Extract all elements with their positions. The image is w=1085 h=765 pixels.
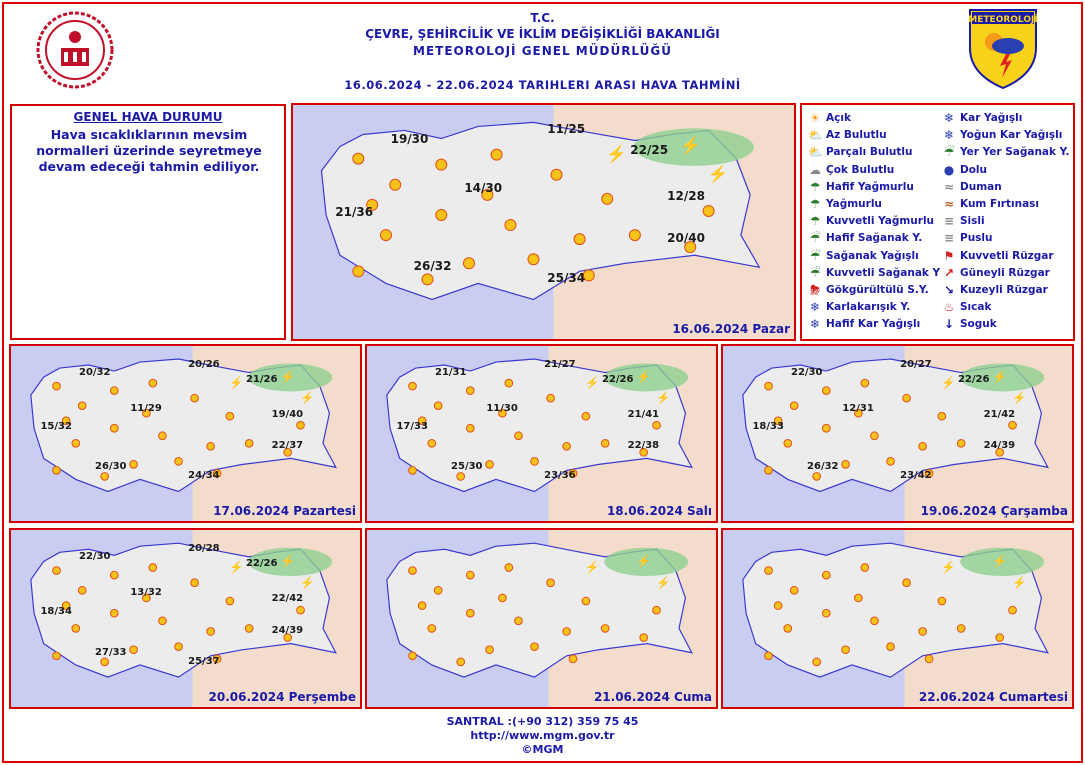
sun-icon <box>409 467 417 475</box>
map-day-2 <box>9 344 362 523</box>
legend-weather-icon: ☔ <box>809 265 821 280</box>
temperature-label: 25/30 <box>451 461 483 473</box>
temperature-label: 22/26 <box>245 558 278 570</box>
sun-icon <box>466 424 474 432</box>
sun-icon <box>938 412 946 420</box>
temperature-label: 27/33 <box>95 646 127 658</box>
sun-icon <box>428 439 436 447</box>
sun-icon <box>409 382 417 390</box>
legend-item <box>808 249 919 265</box>
sun-icon <box>582 597 590 605</box>
legend-item <box>942 231 993 247</box>
legend-label: Kuvvetli Yağmurlu <box>826 215 935 228</box>
sun-icon <box>601 625 609 633</box>
legend-item <box>942 197 1039 213</box>
sun-icon <box>515 432 523 440</box>
temperature-label: 22/38 <box>627 440 660 452</box>
legend-label: Çok Bulutlu <box>826 163 895 176</box>
sun-icon <box>226 597 234 605</box>
sun-icon <box>175 643 183 651</box>
sun-icon <box>871 432 879 440</box>
sun-icon <box>110 571 118 579</box>
thunderstorm-icon: ⚡ <box>229 377 244 390</box>
temperature-label: 20/26 <box>188 359 220 371</box>
sun-icon <box>463 258 474 269</box>
sun-icon <box>409 652 417 660</box>
temperature-label: 18/34 <box>40 605 72 617</box>
temperature-label: 13/32 <box>130 587 162 599</box>
sun-icon <box>813 473 821 481</box>
thunderstorm-icon: ⚡ <box>606 144 628 164</box>
sun-icon <box>765 567 773 575</box>
general-weather-title: GENEL HAVA DURUMU <box>73 110 223 124</box>
legend-item <box>808 283 929 299</box>
sun-icon <box>245 439 253 447</box>
sun-icon <box>53 382 61 390</box>
sun-icon <box>159 432 167 440</box>
sun-icon <box>861 564 869 572</box>
legend-weather-icon: ☔ <box>809 248 821 263</box>
legend-label: Sıcak <box>960 301 992 314</box>
temperature-label: 20/32 <box>78 366 111 378</box>
sun-icon <box>528 254 539 265</box>
sun-icon <box>457 473 465 481</box>
sun-icon <box>72 625 80 633</box>
temperature-label: 25/34 <box>547 271 586 286</box>
temperature-label: 24/34 <box>188 470 220 482</box>
thunderstorm-icon: ⚡ <box>941 377 956 390</box>
legend-weather-icon: ⛅ <box>808 145 823 160</box>
map-date-label: 16.06.2024 Pazar <box>672 322 790 336</box>
sun-icon <box>53 567 61 575</box>
sun-icon <box>774 602 782 610</box>
sun-icon <box>110 424 118 432</box>
temperature-label: 12/28 <box>667 188 705 203</box>
sun-icon <box>602 193 613 204</box>
legend-label: Kum Fırtınası <box>960 198 1040 210</box>
legend-item <box>808 197 882 213</box>
temperature-label: 22/26 <box>601 374 634 386</box>
sun-icon <box>563 628 571 636</box>
sun-icon <box>784 625 792 633</box>
legend-item <box>942 300 991 316</box>
thunderstorm-icon: ⚡ <box>280 555 296 568</box>
legend-label: Puslu <box>960 232 993 245</box>
temperature-label: 22/37 <box>271 440 304 452</box>
sun-icon <box>653 606 661 614</box>
temperature-label: 22/42 <box>271 593 304 605</box>
map-day-3 <box>365 344 718 523</box>
sun-icon <box>1009 421 1017 429</box>
header-tc: T.C. <box>530 11 555 25</box>
thunderstorm-icon: ⚡ <box>229 562 244 575</box>
general-weather-box <box>10 104 286 340</box>
turkey-map <box>367 346 716 521</box>
sun-icon <box>159 617 167 625</box>
thunderstorm-icon: ⚡ <box>299 577 315 590</box>
map-day-1 <box>291 103 796 341</box>
legend-item <box>808 163 894 179</box>
temperature-label: 17/33 <box>396 420 428 432</box>
sun-icon <box>903 394 911 402</box>
legend-item <box>808 145 913 161</box>
footer-copyright: ©MGM <box>521 743 564 756</box>
sun-icon <box>491 149 502 160</box>
legend-item <box>942 180 1002 196</box>
sun-icon <box>418 602 426 610</box>
temperature-label: 19/30 <box>390 132 429 147</box>
temperature-label: 21/31 <box>434 366 467 378</box>
sun-icon <box>790 587 798 595</box>
sun-icon <box>499 594 507 602</box>
legend-item <box>942 266 1050 282</box>
sun-icon <box>569 655 577 663</box>
temperature-label: 26/30 <box>95 461 127 473</box>
sun-icon <box>842 461 850 469</box>
temperature-label: 22/30 <box>78 550 111 562</box>
legend-weather-icon: ⛈ <box>810 283 820 297</box>
temperature-label: 23/36 <box>544 470 576 482</box>
legend-weather-icon: ❄ <box>943 111 955 125</box>
legend-item <box>808 317 920 333</box>
legend-weather-icon: ≈ <box>943 197 955 211</box>
sun-icon <box>855 594 863 602</box>
temperature-label: 22/26 <box>957 374 990 386</box>
sun-icon <box>822 571 830 579</box>
thunderstorm-icon: ⚡ <box>1011 392 1027 405</box>
legend-weather-icon: ☀ <box>809 111 821 125</box>
legend-label: Sağanak Yağışlı <box>826 249 919 262</box>
temperature-label: 21/26 <box>245 374 278 386</box>
map-date-label: 21.06.2024 Cuma <box>593 690 712 704</box>
legend-weather-icon: ☂ <box>809 197 821 211</box>
sun-icon <box>925 655 933 663</box>
legend-item <box>942 128 1062 144</box>
map-day-4 <box>721 344 1074 523</box>
sun-icon <box>601 439 609 447</box>
legend-box <box>800 103 1075 341</box>
sun-icon <box>149 564 157 572</box>
temperature-label: 25/37 <box>188 655 220 667</box>
legend-weather-icon: ↘ <box>943 283 955 297</box>
sun-icon <box>130 646 138 654</box>
turkey-map <box>723 346 1072 521</box>
sun-icon <box>784 439 792 447</box>
legend-item <box>942 163 987 179</box>
legend-weather-icon: ⛅ <box>808 128 823 143</box>
legend-weather-icon: ❄ <box>809 300 821 315</box>
sun-icon <box>207 628 215 636</box>
legend-item <box>808 128 887 144</box>
sun-icon <box>436 159 447 170</box>
sun-icon <box>765 652 773 660</box>
header-date-range: 16.06.2024 - 22.06.2024 TARIHLERI ARASI HAVA TAHMİNİ <box>344 78 741 92</box>
sun-icon <box>1009 606 1017 614</box>
legend-label: Kuvvetli Sağanak Y <box>826 266 941 279</box>
legend-item <box>942 249 1054 265</box>
map-date-label: 17.06.2024 Pazartesi <box>213 504 356 518</box>
sun-icon <box>505 220 516 231</box>
legend-weather-icon: ♨ <box>943 300 955 315</box>
legend-label: Yer Yer Sağanak Y. <box>960 146 1070 159</box>
thunderstorm-icon: ⚡ <box>585 377 600 390</box>
sun-icon <box>191 394 199 402</box>
sun-icon <box>466 571 474 579</box>
temperature-label: 11/30 <box>486 402 518 414</box>
temperature-label: 22/25 <box>630 142 669 157</box>
legend-item <box>808 180 914 196</box>
sun-icon <box>887 643 895 651</box>
temperature-label: 21/27 <box>544 359 576 371</box>
sun-icon <box>515 617 523 625</box>
sun-icon <box>101 658 109 666</box>
legend-item <box>808 111 851 127</box>
temperature-label: 20/40 <box>667 231 705 246</box>
sun-icon <box>765 467 773 475</box>
temperature-label: 20/27 <box>900 359 932 371</box>
legend-label: Hafif Kar Yağışlı <box>826 318 921 331</box>
map-date-label: 19.06.2024 Çarşamba <box>920 504 1068 518</box>
thunderstorm-icon: ⚡ <box>992 371 1008 384</box>
map-date-label: 20.06.2024 Perşembe <box>208 690 356 704</box>
map-date-label: 22.06.2024 Cumartesi <box>918 690 1068 704</box>
sun-icon <box>53 467 61 475</box>
sun-icon <box>149 379 157 387</box>
sun-icon <box>436 209 447 220</box>
sun-icon <box>191 579 199 587</box>
legend-label: Dolu <box>960 163 988 176</box>
sun-icon <box>428 625 436 633</box>
thunderstorm-icon: ⚡ <box>941 562 956 575</box>
legend-weather-icon: ☁ <box>809 162 821 177</box>
legend-item <box>808 300 910 316</box>
sun-icon <box>790 402 798 410</box>
legend-label: Gökgürültülü S.Y. <box>826 284 929 296</box>
sun-icon <box>813 658 821 666</box>
thunderstorm-icon: ⚡ <box>1011 577 1027 590</box>
sun-icon <box>531 458 539 466</box>
map-day-5 <box>9 528 362 709</box>
sun-icon <box>703 205 714 216</box>
temperature-label: 21/42 <box>983 408 1016 420</box>
footer-phone: SANTRAL :(+90 312) 359 75 45 <box>446 715 639 728</box>
legend-label: Az Bulutlu <box>826 129 887 142</box>
legend-weather-icon: ≈ <box>943 179 955 194</box>
sun-icon <box>466 387 474 395</box>
thunderstorm-icon: ⚡ <box>655 577 671 590</box>
sun-icon <box>629 230 640 241</box>
legend-label: Kuzeyli Rüzgar <box>960 284 1048 296</box>
sun-icon <box>110 609 118 617</box>
sun-icon <box>903 579 911 587</box>
header-directorate: METEOROLOJİ GENEL MÜDÜRLÜĞÜ <box>413 44 672 58</box>
sun-icon <box>822 387 830 395</box>
turkey-map <box>11 346 360 521</box>
legend-item <box>942 214 985 230</box>
sun-icon <box>226 412 234 420</box>
legend-weather-icon: ☔ <box>943 145 955 160</box>
sun-icon <box>957 439 965 447</box>
temperature-label: 11/25 <box>547 122 586 137</box>
temperature-label: 20/28 <box>188 543 220 555</box>
sun-icon <box>457 658 465 666</box>
sun-icon <box>353 153 364 164</box>
sun-icon <box>505 564 513 572</box>
sun-icon <box>245 625 253 633</box>
sun-icon <box>765 382 773 390</box>
sun-icon <box>207 442 215 450</box>
sun-icon <box>996 634 1004 642</box>
sun-icon <box>822 424 830 432</box>
legend-item <box>808 214 934 230</box>
legend-item <box>942 317 997 333</box>
legend-label: Duman <box>960 180 1002 193</box>
sun-icon <box>297 421 305 429</box>
temperature-label: 14/30 <box>464 180 503 195</box>
sun-icon <box>486 646 494 654</box>
legend-weather-icon: ● <box>943 162 955 177</box>
legend-weather-icon: ↓ <box>943 317 955 332</box>
temperature-label: 26/32 <box>413 259 452 274</box>
legend-item <box>942 145 1070 161</box>
temperature-label: 24/39 <box>271 625 304 637</box>
temperature-label: 24/39 <box>983 440 1016 452</box>
sun-icon <box>110 387 118 395</box>
legend-weather-icon: ❄ <box>943 128 955 143</box>
legend-label: Açık <box>826 112 851 124</box>
sun-icon <box>175 458 183 466</box>
temperature-label: 21/41 <box>627 408 660 420</box>
temperature-label: 22/30 <box>790 366 823 378</box>
legend-weather-icon: ☂ <box>809 179 821 194</box>
legend-item <box>808 231 922 247</box>
legend-label: Soguk <box>960 318 997 331</box>
sun-icon <box>297 606 305 614</box>
sun-icon <box>53 652 61 660</box>
sun-icon <box>390 179 401 190</box>
legend-item <box>942 283 1048 299</box>
thunderstorm-icon: ⚡ <box>680 136 701 156</box>
legend-weather-icon: ≡ <box>943 214 955 229</box>
sun-icon <box>919 442 927 450</box>
thunderstorm-icon: ⚡ <box>707 164 729 184</box>
thunderstorm-icon: ⚡ <box>585 562 600 575</box>
sun-icon <box>919 628 927 636</box>
temperature-label: 21/36 <box>335 204 374 219</box>
logo-text: METEOROLOJİ <box>968 15 1038 25</box>
header-ministry: ÇEVRE, ŞEHİRCİLİK VE İKLİM DEĞİŞİKLİĞİ BAKANLIĞI <box>365 27 720 41</box>
map-date-label: 18.06.2024 Salı <box>606 504 712 518</box>
sun-icon <box>434 402 442 410</box>
thunderstorm-icon: ⚡ <box>299 392 315 405</box>
legend-label: Yoğun Kar Yağışlı <box>960 129 1063 142</box>
turkey-map <box>293 105 794 339</box>
legend-label: Kar Yağışlı <box>960 112 1023 124</box>
sun-icon <box>78 402 86 410</box>
legend-weather-icon: ❄ <box>809 317 821 332</box>
legend-weather-icon: ⚑ <box>943 248 955 263</box>
thunderstorm-icon: ⚡ <box>636 371 652 384</box>
sun-icon <box>547 394 555 402</box>
legend-label: Karlakarışık Y. <box>826 301 911 314</box>
map-day-6 <box>365 528 718 709</box>
sun-icon <box>551 169 562 180</box>
thunderstorm-icon: ⚡ <box>992 555 1008 568</box>
legend-weather-icon: ☂ <box>809 214 821 229</box>
legend-label: Yağmurlu <box>826 198 882 210</box>
sun-icon <box>72 439 80 447</box>
thunderstorm-icon: ⚡ <box>655 392 671 405</box>
sun-icon <box>531 643 539 651</box>
temperature-label: 26/32 <box>807 461 839 473</box>
sun-icon <box>422 274 433 285</box>
temperature-label: 19/40 <box>271 408 304 420</box>
temperature-label: 11/29 <box>130 402 162 414</box>
sun-icon <box>409 567 417 575</box>
sun-icon <box>466 609 474 617</box>
sun-icon <box>486 461 494 469</box>
sun-icon <box>938 597 946 605</box>
sun-icon <box>957 625 965 633</box>
sun-icon <box>871 617 879 625</box>
sun-icon <box>434 587 442 595</box>
sun-icon <box>380 230 391 241</box>
legend-item <box>942 111 1022 127</box>
temperature-label: 23/42 <box>900 470 932 482</box>
sun-icon <box>582 412 590 420</box>
legend-label: Güneyli Rüzgar <box>960 266 1050 279</box>
sun-icon <box>887 458 895 466</box>
turkey-map <box>723 530 1072 707</box>
temperature-label: 15/32 <box>40 420 72 432</box>
temperature-label: 18/33 <box>752 420 784 432</box>
sun-icon <box>861 379 869 387</box>
legend-item <box>808 266 940 282</box>
legend-weather-icon: ☔ <box>809 231 821 246</box>
sun-icon <box>101 473 109 481</box>
sun-icon <box>822 609 830 617</box>
turkey-map <box>367 530 716 707</box>
sun-icon <box>78 587 86 595</box>
turkey-map <box>11 530 360 707</box>
sun-icon <box>547 579 555 587</box>
sun-icon <box>842 646 850 654</box>
sun-icon <box>563 442 571 450</box>
legend-weather-icon: ≡ <box>943 231 955 246</box>
sun-icon <box>130 461 138 469</box>
sun-icon <box>640 634 648 642</box>
legend-label: Sisli <box>960 215 985 228</box>
legend-label: Hafif Sağanak Y. <box>826 232 923 245</box>
general-weather-text: Hava sıcaklıklarının mevsim normalleri üzerinde seyretmeye devam edeceği tahmin ediliyor. <box>36 127 262 174</box>
temperature-label: 12/31 <box>842 402 874 414</box>
thunderstorm-icon: ⚡ <box>280 371 296 384</box>
legend-label: Parçalı Bulutlu <box>826 146 913 159</box>
legend-weather-icon: ↗ <box>943 265 955 280</box>
sun-icon <box>353 266 364 277</box>
sun-icon <box>505 379 513 387</box>
sun-icon <box>574 234 585 245</box>
sun-icon <box>653 421 661 429</box>
legend-label: Kuvvetli Rüzgar <box>960 249 1054 262</box>
map-day-7 <box>721 528 1074 709</box>
thunderstorm-icon: ⚡ <box>636 555 652 568</box>
legend-label: Hafif Yağmurlu <box>826 180 914 193</box>
footer-website-link[interactable]: http://www.mgm.gov.tr <box>470 729 615 742</box>
